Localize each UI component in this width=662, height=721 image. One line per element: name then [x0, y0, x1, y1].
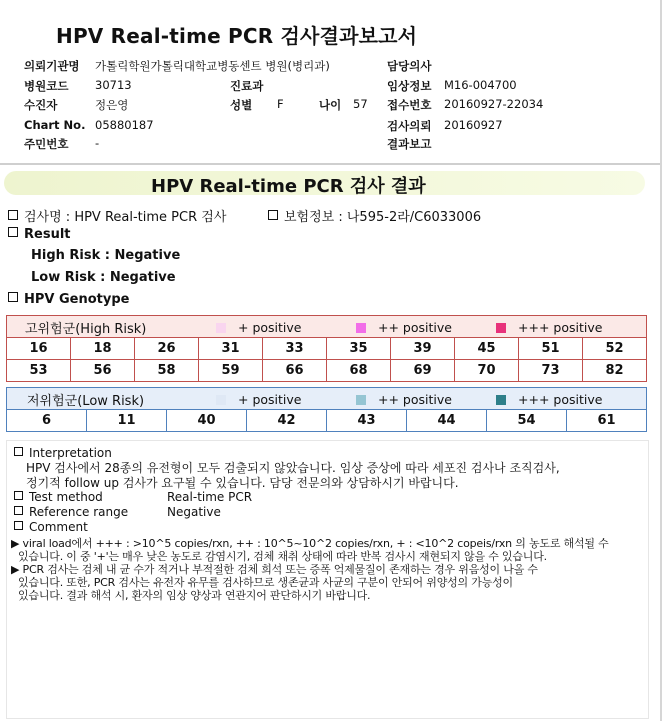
test-method-value: Real-time PCR [167, 490, 253, 504]
legend-label: +++ positive [518, 320, 603, 335]
chart-no-label: Chart No. [24, 118, 86, 132]
banner-title: HPV Real-time PCR 검사 결과 [151, 176, 426, 197]
checkbox-icon [14, 521, 23, 530]
doctor-label: 담당의사 [387, 59, 432, 73]
reference-range-value: Negative [167, 505, 221, 519]
legend-plus2 [356, 392, 452, 407]
genotype-heading-text: HPV Genotype [24, 292, 130, 307]
genotype-heading [8, 292, 129, 307]
insurance-text: 보험정보 : 나595-2라/C6033006 [284, 210, 482, 225]
checkbox-icon [14, 506, 23, 515]
genotype-cell: 6 [7, 410, 87, 432]
legend-swatch [356, 395, 366, 405]
genotype-cell: 53 [7, 360, 71, 382]
legend-swatch [356, 323, 366, 333]
legend-label: + positive [238, 320, 302, 335]
age-value: 57 [353, 97, 368, 111]
genotype-cell: 82 [583, 360, 647, 382]
id-label: 주민번호 [24, 137, 69, 151]
genotype-cell: 42 [247, 410, 327, 432]
comment-line: 있습니다. 이 중 '+'는 매우 낮은 농도로 감염시기, 검체 채취 상태에 따라 반복 검사시 재현되지 않을 수 있습니다. [18, 550, 547, 563]
genotype-cell: 61 [567, 410, 647, 432]
checkbox-icon [14, 491, 23, 500]
comment-label [14, 520, 88, 534]
hospital-code-label: 병원코드 [24, 79, 69, 93]
test-method-label [14, 490, 103, 504]
genotype-cell: 39 [391, 338, 455, 360]
reference-range-label-text: Reference range [29, 505, 129, 519]
genotype-cell: 51 [519, 338, 583, 360]
genotype-cell: 33 [263, 338, 327, 360]
hospital-code-value: 30713 [95, 78, 132, 92]
low-risk-label: 저위험군(Low Risk) [27, 394, 145, 409]
clinical-info-value: M16-004700 [444, 78, 517, 92]
report-label: 결과보고 [387, 137, 432, 151]
comment-line: ▶ PCR 검사는 검체 내 균 수가 적거나 부적절한 검체 희석 또는 증폭 억제물질이 존재하는 경우 위음성이 나올 수 [11, 563, 538, 576]
result-heading-text: Result [24, 227, 71, 242]
legend-label: +++ positive [518, 392, 603, 407]
genotype-cell: 44 [407, 410, 487, 432]
genotype-cell: 40 [167, 410, 247, 432]
legend-plus [216, 392, 301, 407]
checkbox-icon [8, 210, 18, 220]
comment-line: ▶ viral load에서 +++ : >10^5 copies/rxn, ++ : 10^5~10^2 copies/rxn, + : <10^2 copeis/rxn 의 농도로 해석될 수 [11, 537, 609, 550]
low-risk-result: Low Risk : Negative [31, 270, 176, 285]
table-row [7, 410, 647, 432]
legend-swatch [496, 395, 506, 405]
legend-swatch [216, 395, 226, 405]
legend-label: ++ positive [378, 320, 452, 335]
legend-plus3 [496, 320, 602, 335]
low-risk-header [6, 387, 647, 410]
legend-plus3 [496, 392, 602, 407]
sex-label: 성별 [230, 98, 253, 112]
patient-value: 정은영 [95, 98, 129, 112]
chart-no-value: 05880187 [95, 118, 154, 132]
interpretation-line: 정기적 follow up 검사가 요구될 수 있습니다. 담당 전문의와 상담하시기 바랍니다. [26, 476, 459, 490]
genotype-cell: 70 [455, 360, 519, 382]
report-title: HPV Real-time PCR 검사결과보고서 [56, 24, 418, 48]
high-risk-genotype-table [6, 337, 647, 382]
table-row [7, 360, 647, 382]
age-label: 나이 [319, 98, 342, 112]
clinical-info-label: 임상정보 [387, 79, 432, 93]
interpretation-heading [14, 446, 112, 460]
receipt-no-label: 접수번호 [387, 98, 432, 112]
comment-line: 있습니다. 또한, PCR 검사는 유전자 유무를 검사하므로 생존균과 사균의 구분이 안되어 위양성의 가능성이 [18, 576, 513, 589]
genotype-cell: 43 [327, 410, 407, 432]
legend-plus [216, 320, 301, 335]
comment-label-text: Comment [29, 520, 88, 534]
checkbox-icon [8, 227, 18, 237]
genotype-cell: 35 [327, 338, 391, 360]
legend-label: + positive [238, 392, 302, 407]
legend-swatch [496, 323, 506, 333]
genotype-cell: 73 [519, 360, 583, 382]
genotype-cell: 11 [87, 410, 167, 432]
legend-swatch [216, 323, 226, 333]
receipt-no-value: 20160927-22034 [444, 97, 544, 111]
interpretation-line: HPV 검사에서 28종의 유전형이 모두 검출되지 않았습니다. 임상 증상에 따라 세포진 검사나 조직검사, [26, 461, 560, 475]
interpretation-box [6, 440, 649, 719]
genotype-cell: 59 [199, 360, 263, 382]
sex-value: F [277, 97, 284, 111]
genotype-cell: 45 [455, 338, 519, 360]
interpretation-heading-text: Interpretation [29, 446, 112, 460]
header-divider [0, 163, 660, 165]
legend-plus2 [356, 320, 452, 335]
requester-value: 가톨릭학원가톨릭대학교병동센트 병원(병리과) [95, 59, 330, 73]
checkbox-icon [8, 292, 18, 302]
low-risk-genotype-table [6, 409, 647, 432]
high-risk-label: 고위험군(High Risk) [25, 322, 147, 337]
patient-label: 수진자 [24, 98, 58, 112]
genotype-cell: 16 [7, 338, 71, 360]
requester-label: 의뢰기관명 [24, 59, 80, 73]
request-date-value: 20160927 [444, 118, 503, 132]
test-name [8, 206, 226, 225]
genotype-cell: 54 [487, 410, 567, 432]
genotype-cell: 66 [263, 360, 327, 382]
genotype-cell: 26 [135, 338, 199, 360]
genotype-cell: 56 [71, 360, 135, 382]
reference-range-label [14, 505, 128, 519]
high-risk-result: High Risk : Negative [31, 248, 181, 263]
genotype-cell: 18 [71, 338, 135, 360]
result-banner [4, 171, 645, 195]
genotype-cell: 58 [135, 360, 199, 382]
high-risk-header [6, 315, 647, 338]
table-row [7, 338, 647, 360]
legend-label: ++ positive [378, 392, 452, 407]
genotype-cell: 31 [199, 338, 263, 360]
genotype-cell: 68 [327, 360, 391, 382]
request-date-label: 검사의뢰 [387, 119, 432, 133]
dept-label: 진료과 [230, 79, 264, 93]
id-value: - [95, 136, 100, 150]
test-method-label-text: Test method [29, 490, 103, 504]
checkbox-icon [14, 447, 23, 456]
insurance-info [268, 206, 481, 225]
genotype-cell: 69 [391, 360, 455, 382]
result-heading [8, 227, 71, 242]
test-name-text: 검사명 : HPV Real-time PCR 검사 [24, 210, 227, 225]
comment-line: 있습니다. 결과 해석 시, 환자의 임상 양상과 연관지어 판단하시기 바랍니다. [18, 589, 371, 602]
genotype-cell: 52 [583, 338, 647, 360]
checkbox-icon [268, 210, 278, 220]
